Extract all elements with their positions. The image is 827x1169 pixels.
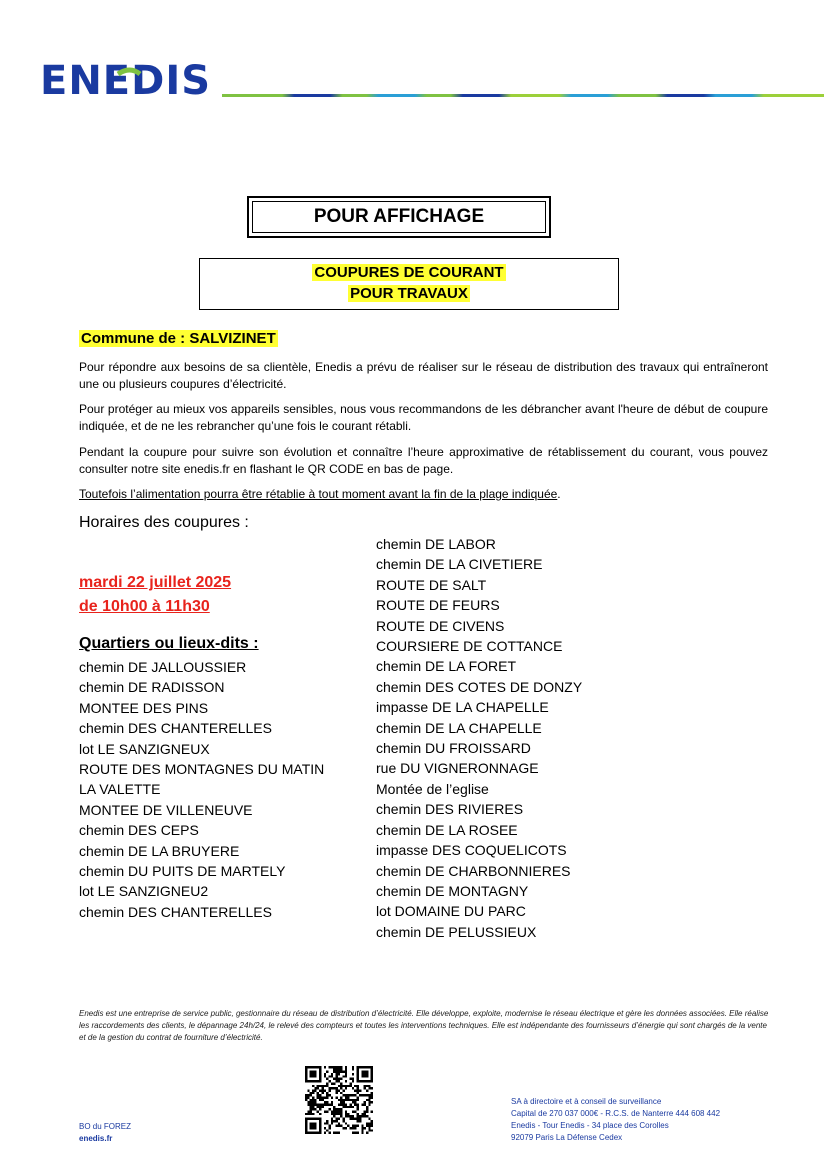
place-item: chemin DE LABOR bbox=[376, 536, 496, 552]
places-list-right bbox=[376, 534, 582, 942]
place-item: chemin DES CEPS bbox=[79, 822, 199, 839]
place-item: Montée de l’eglise bbox=[376, 780, 489, 797]
place-item: chemin DE CHARBONNIERES bbox=[376, 862, 571, 879]
place-item: ROUTE DES MONTAGNES DU MATIN bbox=[79, 761, 325, 778]
footer-agency: BO du FOREZ bbox=[79, 1122, 132, 1131]
quartiers-title: Quartiers ou lieux-dits : bbox=[79, 635, 259, 652]
paragraph-protect: Pour protéger au mieux vos appareils sensibles, nous vous recommandons de les débrancher avant l'heure de début de coupure indiquée, et de ne les rebrancher qu’une fois le courant rétabli. bbox=[79, 402, 768, 433]
footer-capital: Capital de 270 037 000€ - R.C.S. de Nanterre 444 608 442 bbox=[511, 1109, 721, 1118]
footer-website-link[interactable]: enedis.fr bbox=[79, 1134, 113, 1143]
place-item: rue DU VIGNERONNAGE bbox=[376, 760, 539, 777]
qr-code[interactable] bbox=[305, 1066, 373, 1134]
place-item: MONTEE DE VILLENEUVE bbox=[79, 801, 253, 818]
header-divider bbox=[222, 94, 824, 97]
footer-city: 92079 Paris La Défense Cedex bbox=[511, 1133, 623, 1142]
warning-end: . bbox=[557, 487, 561, 501]
horaires-title: Horaires des coupures : bbox=[79, 514, 249, 531]
coupures-line2: POUR TRAVAUX bbox=[350, 285, 468, 302]
place-item: chemin DU PUITS DE MARTELY bbox=[79, 863, 286, 880]
place-item: ROUTE DE FEURS bbox=[376, 597, 500, 614]
places-list-left bbox=[79, 657, 324, 922]
place-item: chemin DE RADISSON bbox=[79, 679, 225, 696]
affichage-box bbox=[247, 196, 551, 238]
place-item: chemin DES CHANTERELLES bbox=[79, 720, 272, 737]
footer-legal: Enedis est une entreprise de service public, gestionnaire du réseau de distribution d’électricité. Elle développe, exploite, modernise le réseau électrique et gère les données associées. Elle réalise les raccordements des clients, le dépannage 24h/24, le relevé des compteurs et toutes les interventions techniques. Elle est indépendante des fournisseurs d’énergie qui sont chargés de la vente et de la gestion du contrat de fourniture d’électricité. bbox=[79, 1009, 769, 1042]
warning-text: Toutefois l’alimentation pourra être rétablie à tout moment avant la fin de la plage indiquée bbox=[79, 487, 558, 501]
footer-left bbox=[79, 1121, 131, 1145]
place-item: chemin DE MONTAGNY bbox=[376, 882, 529, 899]
place-item: chemin DE PELUSSIEUX bbox=[376, 923, 537, 940]
place-item: lot DOMAINE DU PARC bbox=[376, 903, 526, 920]
footer-right bbox=[511, 1096, 720, 1144]
footer-address: Enedis - Tour Enedis - 34 place des Corolles bbox=[511, 1121, 669, 1130]
place-item: lot LE SANZIGNEU2 bbox=[79, 883, 209, 900]
schedule-date: mardi 22 juillet 2025 bbox=[79, 574, 232, 591]
place-item: chemin DES CHANTERELLES bbox=[79, 903, 272, 920]
affichage-title: POUR AFFICHAGE bbox=[252, 201, 546, 233]
place-item: chemin DE LA CIVETIERE bbox=[376, 556, 543, 573]
place-item: chemin DES RIVIERES bbox=[376, 801, 524, 818]
coupures-box bbox=[199, 258, 619, 310]
place-item: LA VALETTE bbox=[79, 781, 161, 798]
schedule-block bbox=[79, 571, 231, 619]
place-item: lot LE SANZIGNEUX bbox=[79, 740, 210, 757]
place-item: impasse DES COQUELICOTS bbox=[376, 842, 567, 859]
commune-title: Commune de : SALVIZINET bbox=[81, 330, 276, 347]
paragraph-qrcode: Pendant la coupure pour suivre son évolution et connaître l’heure approximative de rétablissement du courant, vous pouvez consulter notre site enedis.fr en flashant le QR CODE en bas de page. bbox=[79, 445, 768, 476]
place-item: chemin DE JALLOUSSIER bbox=[79, 659, 247, 675]
place-item: chemin DE LA CHAPELLE bbox=[376, 719, 542, 736]
place-item: ROUTE DE CIVENS bbox=[376, 617, 505, 634]
paragraph-intro: Pour répondre aux besoins de sa clientèle, Enedis a prévu de réaliser sur le réseau de distribution des travaux qui entraîneront une ou plusieurs coupures d’électricité. bbox=[79, 360, 768, 391]
place-item: ROUTE DE SALT bbox=[376, 576, 487, 593]
paragraph-warning bbox=[79, 486, 768, 503]
place-item: impasse DE LA CHAPELLE bbox=[376, 699, 549, 716]
schedule-time: de 10h00 à 11h30 bbox=[79, 598, 210, 615]
footer-company-type: SA à directoire et à conseil de surveillance bbox=[511, 1097, 662, 1106]
coupures-line1: COUPURES DE COURANT bbox=[314, 264, 504, 281]
place-item: chemin DE LA FORET bbox=[376, 658, 517, 675]
place-item: chemin DES COTES DE DONZY bbox=[376, 678, 583, 695]
place-item: chemin DE LA ROSEE bbox=[376, 821, 518, 838]
place-item: COURSIERE DE COTTANCE bbox=[376, 638, 563, 655]
place-item: chemin DU FROISSARD bbox=[376, 740, 531, 757]
place-item: chemin DE LA BRUYERE bbox=[79, 842, 240, 859]
svg-text:ENEDIS: ENEDIS bbox=[40, 58, 212, 100]
place-item: MONTEE DES PINS bbox=[79, 699, 209, 716]
enedis-logo bbox=[40, 58, 216, 100]
